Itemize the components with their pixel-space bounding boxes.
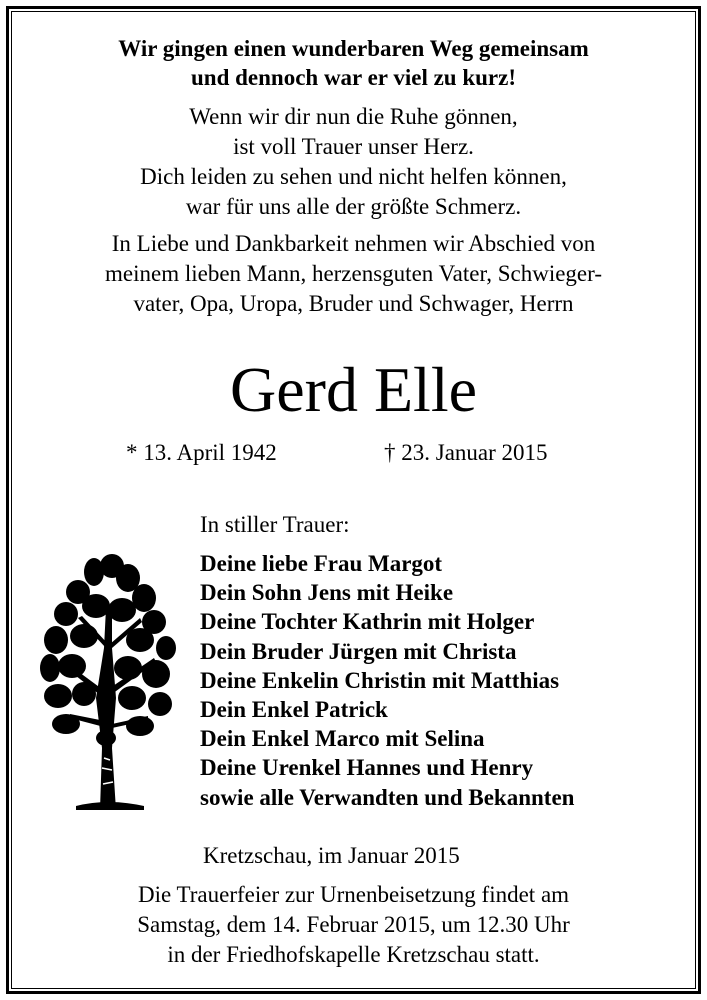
intro-line: meinem lieben Mann, herzensguten Vater, Schwieger- <box>105 261 602 286</box>
funeral-line: Die Trauerfeier zur Urnenbeisetzung findet am <box>137 882 570 907</box>
mourner: Deine Tochter Kathrin mit Holger <box>200 609 535 635</box>
motto <box>0 34 707 92</box>
mourner: Dein Sohn Jens mit Heike <box>200 580 454 606</box>
mourner: Dein Enkel Marco mit Selina <box>200 726 485 752</box>
deceased-name: Gerd Elle <box>230 354 477 425</box>
poem-line: Dich leiden zu sehen und nicht helfen können, <box>140 164 567 189</box>
death-date: † 23. Januar 2015 <box>384 440 548 465</box>
motto-line: Wir gingen einen wunderbaren Weg gemeinsam <box>118 36 589 61</box>
poem-line: war für uns alle der größte Schmerz. <box>185 194 522 219</box>
place-date: Kretzschau, im Januar 2015 <box>203 843 460 868</box>
mourning-heading: In stiller Trauer: <box>200 512 350 537</box>
mourner: Dein Enkel Patrick <box>200 697 388 723</box>
poem <box>0 102 707 222</box>
mourner: Deine Enkelin Christin mit Matthias <box>200 667 560 693</box>
poem-line: Wenn wir dir nun die Ruhe gönnen, <box>189 104 518 129</box>
mourner: Deine Urenkel Hannes und Henry <box>200 755 534 781</box>
intro-line: vater, Opa, Uropa, Bruder und Schwager, Herrn <box>133 291 574 316</box>
poem-line: ist voll Trauer unser Herz. <box>233 134 474 159</box>
funeral-line: Samstag, dem 14. Februar 2015, um 12.30 Uhr <box>137 912 570 937</box>
mourner: Deine liebe Frau Margot <box>200 551 443 576</box>
mourner: sowie alle Verwandten und Bekannten <box>200 784 575 810</box>
intro <box>0 229 707 319</box>
birth-date: * 13. April 1942 <box>126 440 277 465</box>
funeral-info <box>0 880 707 970</box>
intro-line: In Liebe und Dankbarkeit nehmen wir Abschied von <box>111 231 596 256</box>
mourners-list <box>200 549 574 812</box>
motto-line: und dennoch war er viel zu kurz! <box>190 65 516 90</box>
mourner: Dein Bruder Jürgen mit Christa <box>200 638 517 664</box>
birch-tree-icon <box>36 548 182 810</box>
funeral-line: in der Friedhofskapelle Kretzschau statt. <box>167 942 540 967</box>
